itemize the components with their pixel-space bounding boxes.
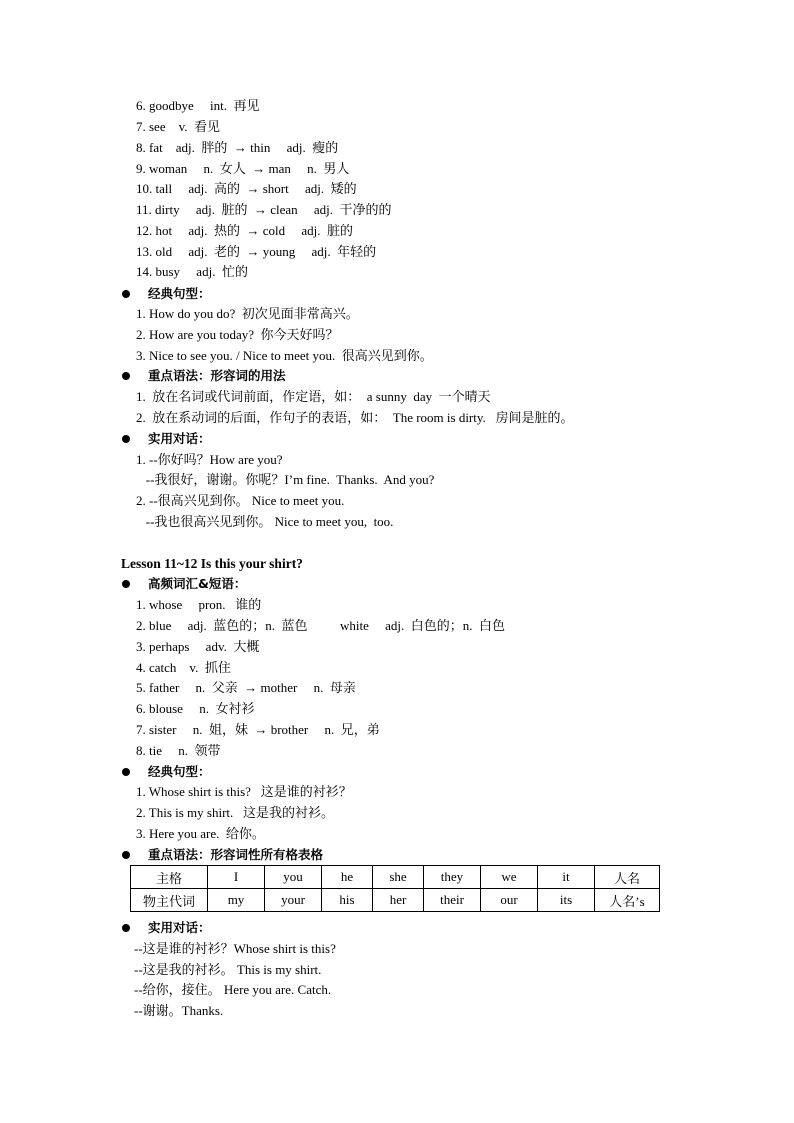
table-cell: we (481, 866, 538, 889)
vocab-item: 3. perhaps adv. 大概 (136, 639, 260, 654)
table-cell: 主格 (131, 866, 208, 889)
table-cell: its (538, 889, 595, 912)
sentence-item: 1. How do you do? 初次见面非常高兴。 (136, 306, 359, 321)
bullet-icon (122, 924, 130, 932)
sentence-item: 3. Nice to see you. / Nice to meet you. 很高兴见到你。 (136, 348, 433, 363)
table-cell: he (322, 866, 373, 889)
vocab-item: 11. dirty adj. 脏的 → clean adj. 干净的的 (136, 202, 392, 217)
table-cell: my (208, 889, 265, 912)
vocab-item: 5. father n. 父亲 → mother n. 母亲 (136, 680, 356, 695)
section-heading: 实用对话： (148, 920, 211, 935)
table-cell: they (424, 866, 481, 889)
dialog-line: --给你，接住。 Here you are. Catch. (134, 982, 332, 997)
bullet-icon (122, 435, 130, 443)
section-heading: 经典句型： (148, 286, 211, 301)
table-cell: her (373, 889, 424, 912)
sentence-item: 3. Here you are. 给你。 (136, 826, 265, 841)
bullet-icon (122, 372, 130, 380)
dialog-line: --我也很高兴见到你。 Nice to meet you, too. (136, 514, 394, 529)
dialog-line: --我很好，谢谢。你呢？I’m fine. Thanks. And you? (136, 472, 435, 487)
vocab-item: 1. whose pron. 谁的 (136, 597, 262, 612)
table-row (131, 866, 660, 889)
table-cell: she (373, 866, 424, 889)
table-row (131, 889, 660, 912)
bullet-icon (122, 768, 130, 776)
section-heading: 重点语法：形容词性所有格表格 (148, 847, 324, 862)
sentence-item: 1. Whose shirt is this? 这是谁的衬衫？ (136, 784, 352, 799)
table-cell: it (538, 866, 595, 889)
section-heading: 实用对话： (148, 431, 211, 446)
vocab-item: 14. busy adj. 忙的 (136, 264, 248, 279)
vocab-item: 8. tie n. 领带 (136, 743, 221, 758)
sentence-item: 2. This is my shirt. 这是我的衬衫。 (136, 805, 335, 820)
vocab-item: 2. blue adj. 蓝色的；n. 蓝色 white adj. 白色的；n. 白色 (136, 618, 506, 633)
grammar-item: 1. 放在名词或代词前面，作定语，如： a sunny day 一个晴天 (136, 389, 491, 404)
bullet-icon (122, 580, 130, 588)
vocab-item: 13. old adj. 老的 → young adj. 年轻的 (136, 244, 377, 259)
possessive-table (130, 865, 660, 912)
table-cell: 人名’s (595, 889, 660, 912)
dialog-line: --这是我的衬衫。 This is my shirt. (134, 962, 322, 977)
vocab-item: 6. goodbye int. 再见 (136, 98, 260, 113)
table-cell: I (208, 866, 265, 889)
vocab-item: 12. hot adj. 热的 → cold adj. 脏的 (136, 223, 354, 238)
vocab-item: 4. catch v. 抓住 (136, 660, 231, 675)
dialog-line: --谢谢。Thanks. (134, 1003, 224, 1018)
dialog-line: 1. --你好吗？How are you? (136, 452, 283, 467)
table-cell: his (322, 889, 373, 912)
vocab-item: 7. see v. 看见 (136, 119, 221, 134)
bullet-icon (122, 290, 130, 298)
grammar-item: 2. 放在系动词的后面，作句子的表语，如： The room is dirty. 房间是脏的。 (136, 410, 574, 425)
bullet-icon (122, 851, 130, 859)
table-cell: 人名 (595, 866, 660, 889)
table-cell: 物主代词 (131, 889, 208, 912)
vocab-item: 6. blouse n. 女衬衫 (136, 701, 255, 716)
lesson-title: Lesson 11~12 Is this your shirt? (121, 556, 303, 571)
table-cell: their (424, 889, 481, 912)
section-heading: 经典句型： (148, 764, 211, 779)
section-heading: 重点语法：形容词的用法 (148, 368, 286, 383)
table-cell: you (265, 866, 322, 889)
section-heading: 高频词汇&短语： (148, 576, 247, 591)
vocab-item: 7. sister n. 姐，妹 → brother n. 兄，弟 (136, 722, 380, 737)
vocab-item: 9. woman n. 女人 → man n. 男人 (136, 161, 350, 176)
dialog-line: --这是谁的衬衫？Whose shirt is this? (134, 941, 336, 956)
vocab-item: 10. tall adj. 高的 → short adj. 矮的 (136, 181, 357, 196)
table-cell: your (265, 889, 322, 912)
sentence-item: 2. How are you today? 你今天好吗？ (136, 327, 339, 342)
vocab-item: 8. fat adj. 胖的 → thin adj. 瘦的 (136, 140, 339, 155)
table-cell: our (481, 889, 538, 912)
dialog-line: 2. --很高兴见到你。 Nice to meet you. (136, 493, 345, 508)
